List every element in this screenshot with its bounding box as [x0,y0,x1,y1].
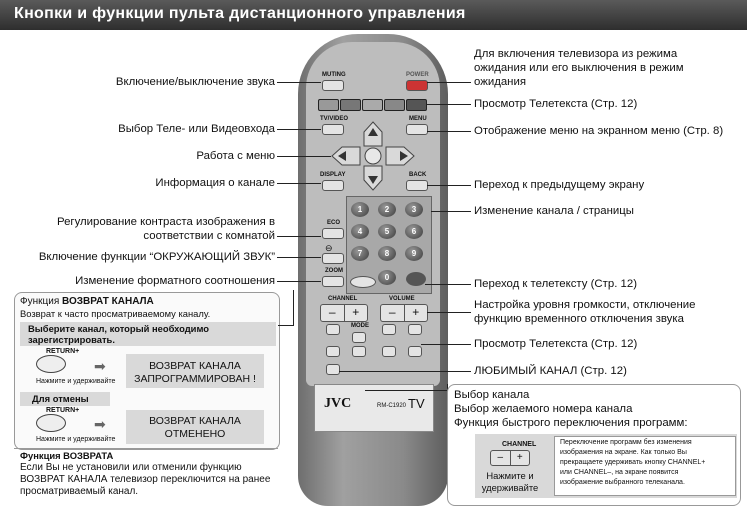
zoom-label: ZOOM [325,268,343,274]
result2-line1: ВОЗВРАТ КАНАЛА [149,415,241,427]
menu-label: MENU [409,116,427,122]
channel-small-label: CHANNEL [502,441,537,448]
leader-line [277,281,321,282]
num-6-button[interactable]: 6 [405,224,423,239]
label-eco-2: соответствии с комнатой [143,230,275,242]
muting-button[interactable] [322,80,344,91]
label-teletext-2: Просмотр Телетекста (Стр. 12) [474,338,638,350]
channel-minus-icon[interactable]: – [328,305,336,319]
volume-minus-icon[interactable]: – [388,305,396,319]
label-power-3: ожидания [474,76,526,88]
leader-line [427,312,471,313]
label-display: Информация о канале [155,177,275,189]
note-line1: Переключение программ без изменения [560,439,692,446]
result1-line1: ВОЗВРАТ КАНАЛА [149,360,241,372]
return-button[interactable] [350,276,376,288]
leader-line [425,284,471,285]
plus-icon: + [510,451,530,465]
arrow-right-icon: ➡ [94,416,106,432]
teletext-index-button[interactable] [352,346,366,357]
teletext-list-button[interactable] [408,346,422,357]
zoom-button[interactable] [322,276,344,287]
leader-line [277,82,321,83]
result2-line2: ОТМЕНЕНО [164,428,226,440]
step1-text: Выберите канал, который необходимо [28,323,209,334]
brand-logo: JVC [324,396,352,411]
return-func-line2: ВОЗВРАТ КАНАЛА телевизор переключится на ранее [20,474,271,485]
label-menu-operation: Работа с меню [196,150,275,162]
label-power-2: ожидания или его выключения в режим [474,62,684,74]
num-7-button[interactable]: 7 [351,246,369,261]
return-func-line3: просматриваемый канал. [20,486,139,497]
channel-rocker-illustration [490,450,530,466]
channel-label: CHANNEL [328,296,358,302]
label-power-1: Для включения телевизора из режима [474,48,678,60]
label-volume-1: Настройка уровня громкости, отключение [474,299,696,311]
num-9-button[interactable]: 9 [405,246,423,261]
back-button[interactable] [406,180,428,191]
model-number: RM-C1920 [377,403,407,409]
label-zoom: Изменение форматного соотношения [75,275,275,287]
display-button[interactable] [322,180,344,191]
num-5-button[interactable]: 5 [378,224,396,239]
leader-line [427,185,471,186]
channel-plus-icon[interactable]: + [344,305,368,321]
surround-icon: ⊖ [325,243,333,253]
tv-video-label: TV/VIDEO [320,116,349,122]
label-tv-video: Выбор Теле- или Видеовхода [118,123,275,135]
teletext-yellow-button[interactable] [362,99,383,111]
leader-line [365,390,447,391]
note-line3: прекращаете удерживать кнопку CHANNEL+ [560,459,706,466]
channel-line1: Выбор канала [454,389,530,401]
teletext-green-button[interactable] [340,99,361,111]
return-func-title: Функция ВОЗВРАТА [20,450,114,461]
label-favorite: ЛЮБИМЫЙ КАНАЛ (Стр. 12) [474,365,627,377]
favorite-channel-button[interactable] [326,364,340,375]
channel-line2: Выбор желаемого номера канала [454,403,633,415]
channel-rocker[interactable] [320,304,368,322]
display-label: DISPLAY [320,172,346,178]
return-box-subtitle: Возврат к часто просматриваемому каналу. [20,308,211,319]
teletext-size-button[interactable] [382,324,396,335]
arrow-right-icon: ➡ [94,358,106,374]
hold-text-b: удерживайте [481,482,539,493]
teletext-red-button[interactable] [318,99,339,111]
hold-text-2: Нажмите и удерживайте [36,436,116,443]
muting-label: MUTING [322,72,346,78]
hold-text-a: Нажмите и [486,470,534,481]
note-line4: или CHANNEL–, на экране появится [560,469,679,476]
mode-button[interactable] [352,332,366,343]
back-label: BACK [409,172,427,178]
note-line5: изображение выбранного телеканала. [560,479,685,486]
eco-button[interactable] [322,228,344,239]
num-0-button[interactable]: 0 [378,270,396,285]
label-back: Переход к предыдущему экрану [474,179,645,191]
result1-line2: ЗАПРОГРАММИРОВАН ! [134,373,256,385]
return-label: RETURN+ [46,348,80,355]
volume-rocker[interactable] [380,304,428,322]
teletext-text-button[interactable] [406,272,426,286]
num-3-button[interactable]: 3 [405,202,423,217]
leader-line [421,344,471,345]
leader-line [277,156,331,157]
eco-label: ECO [327,220,341,226]
label-eco-1: Регулирование контраста изображения в [56,216,275,228]
num-8-button[interactable]: 8 [378,246,396,261]
label-teletext-1: Просмотр Телетекста (Стр. 12) [474,98,638,110]
label-muting: Включение/выключение звука [115,76,275,88]
leader-line [431,211,471,212]
tv-logo: TV [408,396,425,411]
hold-text-1: Нажмите и удерживайте [36,378,116,385]
num-1-button[interactable]: 1 [351,202,369,217]
leader-line [427,82,471,83]
leader-line [339,371,471,372]
leader-line [277,236,321,237]
leader-line [277,129,321,130]
power-label: POWER [406,72,429,78]
power-button[interactable] [406,80,428,91]
label-channel-page: Изменение канала / страницы [474,205,634,217]
teletext-blue-button[interactable] [384,99,405,111]
cancel-text: Для отмены [32,393,89,404]
page-title: Кнопки и функции пульта дистанционного управления [14,5,466,22]
leader-line [293,290,294,326]
leader-line [427,131,471,132]
label-volume-2: функцию временного отключения звука [474,313,684,325]
divider [14,448,278,449]
leader-line [277,183,321,184]
return-box-title: Функция ВОЗВРАТ КАНАЛА [20,296,154,307]
step1b-text: зарегистрировать. [28,334,115,345]
num-4-button[interactable]: 4 [351,224,369,239]
return-label-2: RETURN+ [46,407,80,414]
return-func-line1: Если Вы не установили или отменили функцию [20,462,242,473]
minus-icon: – [497,452,504,463]
volume-label: VOLUME [389,296,415,302]
teletext-cancel-button[interactable] [382,346,396,357]
volume-plus-icon[interactable]: + [404,305,428,321]
label-surround: Включение функции “ОКРУЖАЮЩИЙ ЗВУК” [38,251,275,263]
teletext-sub-button[interactable] [326,346,340,357]
teletext-button[interactable] [406,99,427,111]
note-line2: изображения на экране. Как только Вы [560,449,687,456]
teletext-hold-button[interactable] [326,324,340,335]
hand-press-icon [36,355,66,373]
leader-line [277,257,321,258]
leader-line [426,104,471,105]
num-2-button[interactable]: 2 [378,202,396,217]
mode-label: MODE [351,323,369,329]
teletext-reveal-button[interactable] [408,324,422,335]
channel-line3: Функция быстрого переключения программ: [454,417,688,429]
leader-line [278,325,294,326]
hand-press-icon [36,414,66,432]
surround-button[interactable] [322,253,344,264]
label-menu: Отображение меню на экранном меню (Стр. 8) [474,125,724,137]
label-text: Переход к телетексту (Стр. 12) [474,278,637,290]
